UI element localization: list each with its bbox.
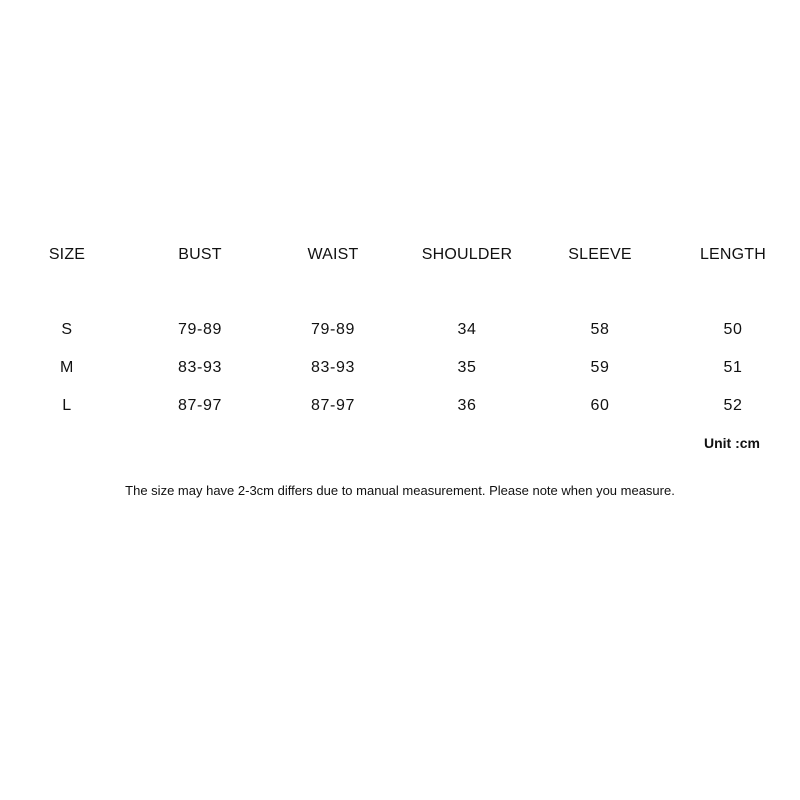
header-size: SIZE bbox=[48, 246, 86, 263]
cell-waist: 87-97 bbox=[311, 397, 355, 414]
cell-sleeve: 58 bbox=[590, 321, 610, 338]
cell-size: L bbox=[62, 397, 72, 414]
cell-bust: 83-93 bbox=[178, 359, 222, 376]
cell-size: M bbox=[60, 359, 74, 376]
cell-length: 51 bbox=[723, 359, 743, 376]
header-bust: BUST bbox=[178, 246, 222, 263]
cell-length: 50 bbox=[723, 321, 743, 338]
cell-sleeve: 59 bbox=[590, 359, 610, 376]
cell-size: S bbox=[61, 321, 73, 338]
header-sleeve: SLEEVE bbox=[568, 246, 632, 263]
cell-shoulder: 34 bbox=[457, 321, 477, 338]
cell-length: 52 bbox=[723, 397, 743, 414]
size-note: The size may have 2-3cm differs due to manual measurement. Please note when you measure. bbox=[125, 483, 675, 498]
cell-waist: 79-89 bbox=[311, 321, 355, 338]
cell-shoulder: 35 bbox=[457, 359, 477, 376]
cell-bust: 87-97 bbox=[178, 397, 222, 414]
unit-label: Unit :cm bbox=[704, 435, 760, 451]
cell-bust: 79-89 bbox=[178, 321, 222, 338]
cell-waist: 83-93 bbox=[311, 359, 355, 376]
cell-shoulder: 36 bbox=[457, 397, 477, 414]
header-waist: WAIST bbox=[307, 246, 359, 263]
cell-sleeve: 60 bbox=[590, 397, 610, 414]
header-length: LENGTH bbox=[699, 246, 767, 263]
header-shoulder: SHOULDER bbox=[421, 246, 513, 263]
